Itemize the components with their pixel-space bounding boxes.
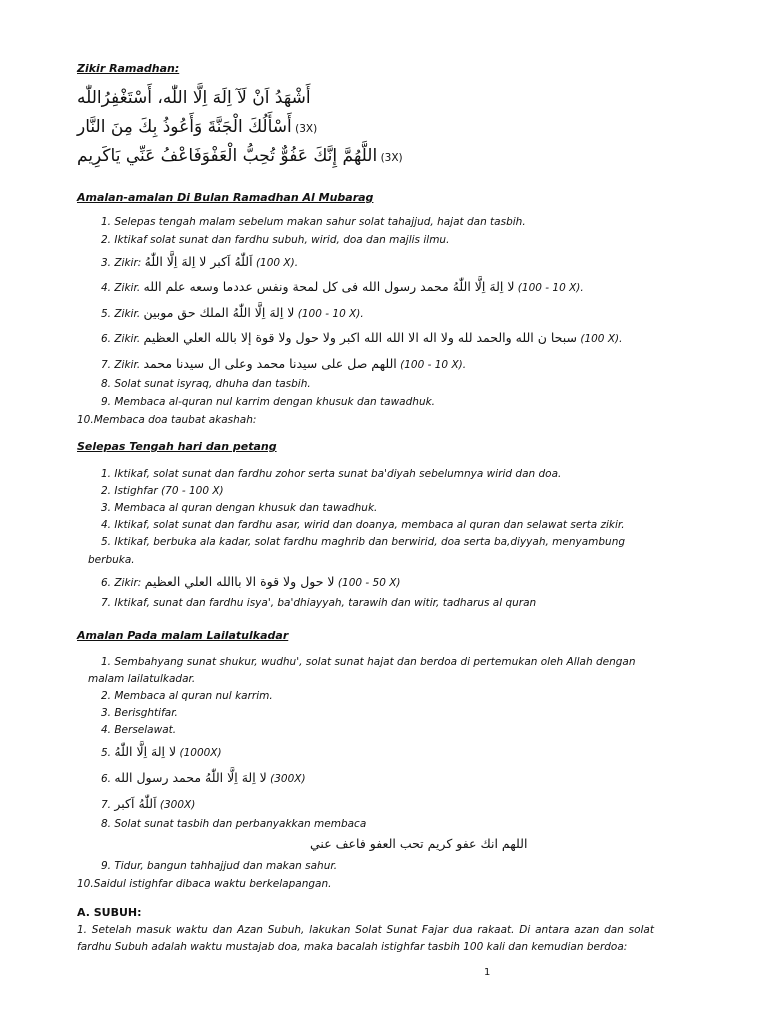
list-item: 9. Membaca al-quran nul karrim dengan khusuk dan tawadhuk. <box>101 396 436 408</box>
zikir-line-2-arabic: أَسْأَلُكَ الْجَنَّةَ وَأَعُوذُ بِكَ مِنَ النَّار <box>77 117 292 137</box>
list-item <box>101 744 222 759</box>
zikir-line-1 <box>77 88 311 108</box>
zikir-arabic: لا حول ولا قوة الا باالله العلي العظيم <box>144 574 335 589</box>
zikir-count: (300X) <box>270 773 306 785</box>
zikir-count: (100 - 10 X). <box>297 308 364 320</box>
list-item-continuation: berbuka. <box>88 554 135 566</box>
list-item: 2. Iktikaf solat sunat dan fardhu subuh, wirid, doa dan majlis ilmu. <box>101 234 450 246</box>
subuh-heading: A. SUBUH: <box>77 906 142 919</box>
list-item <box>101 330 622 345</box>
list-item <box>101 356 466 371</box>
list-item: 1. Selepas tengah malam sebelum makan sahur solat tahajjud, hajat dan tasbih. <box>101 216 526 228</box>
zikir-prefix: 6. Zikir. <box>101 333 141 345</box>
list-item: 10.Saidul istighfar dibaca waktu berkelapangan. <box>77 878 332 890</box>
zikir-arabic: لا اِلهَ اِلَّا اللّٰهُ محمد رسول الله <box>114 770 267 785</box>
zikir-arabic: اَللّٰهُ اَكبر <box>114 796 157 811</box>
selepas-tengah-hari-heading: Selepas Tengah hari dan petang <box>77 440 277 453</box>
zikir-prefix: 6. <box>101 773 112 785</box>
zikir-line-1-arabic: أَشْهَدُ اَنْ لَآ اِلَهَ اِلَّا اللّٰه، أَسْتَغْفِرُاللّٰه <box>77 88 311 108</box>
zikir-arabic: لا اِلهَ اِلَّا اللّٰهُ الملك حق موبين <box>143 305 295 320</box>
zikir-count: (100 - 10 X). <box>517 282 584 294</box>
zikir-count: (100 - 10 X). <box>400 359 467 371</box>
doa-arabic-line <box>310 836 527 851</box>
zikir-prefix: 4. Zikir. <box>101 282 141 294</box>
list-item: 3. Berisghtifar. <box>101 707 178 719</box>
list-item: 3. Membaca al quran dengan khusuk dan tawadhuk. <box>101 502 378 514</box>
list-item <box>101 574 401 589</box>
list-item: 2. Istighfar (70 - 100 X) <box>101 485 224 497</box>
list-item: 1. Sembahyang sunat shukur, wudhu', solat sunat hajat dan berdoa di pertemukan oleh Allah dengan <box>101 656 636 668</box>
doa-arabic: اللهم انك عفو كريم تحب العفو فاعف عني <box>310 836 528 851</box>
list-item: 8. Solat sunat isyraq, dhuha dan tasbih. <box>101 378 311 390</box>
list-item <box>101 796 195 811</box>
zikir-count: (300X) <box>159 799 196 811</box>
zikir-line-3 <box>77 146 403 166</box>
list-item: 9. Tidur, bangun tahhajjud dan makan sahur. <box>101 860 338 872</box>
zikir-count: (1000X) <box>179 747 222 759</box>
list-item: 1. Iktikaf, solat sunat dan fardhu zohor serta sunat ba'diyah sebelumnya wirid dan doa. <box>101 468 562 480</box>
list-item: 4. Berselawat. <box>101 724 177 736</box>
list-item: 2. Membaca al quran nul karrim. <box>101 690 273 702</box>
list-item <box>101 305 364 320</box>
zikir-count: (100 X). <box>580 333 623 345</box>
zikir-count: (100 X). <box>255 257 299 269</box>
list-item <box>101 279 584 294</box>
zikir-line-2-count: (3X) <box>295 123 318 135</box>
list-item <box>101 254 298 269</box>
list-item-continuation: malam lailatulkadar. <box>88 673 196 685</box>
zikir-arabic: سبحا ن الله والحمد لله ولا اله الا الله الله اكبر ولا حول ولا قوة إلا بالله العلي العظيم <box>143 330 577 345</box>
zikir-arabic: لا اِلهَ اِلَّا اللّٰهُ محمد رسول الله فى كل لمحة ونفس عددما وسعه علم الله <box>143 279 515 294</box>
list-item: 7. Iktikaf, sunat dan fardhu isya', ba'dhiayyah, tarawih dan witir, tadharus al quran <box>101 597 537 609</box>
list-item: 8. Solat sunat tasbih dan perbanyakkan membaca <box>101 818 367 830</box>
list-item: 4. Iktikaf, solat sunat dan fardhu asar, wirid dan doanya, membaca al quran dan selawat serta zikir. <box>101 519 625 531</box>
page-number: 1 <box>484 967 491 978</box>
lailatulkadar-heading: Amalan Pada malam Lailatulkadar <box>77 629 289 642</box>
zikir-arabic: لا اِلهَ اِلَّا اللّٰهُ <box>114 744 177 759</box>
list-item: 10.Membaca doa taubat akashah: <box>77 414 257 426</box>
zikir-line-2 <box>77 117 317 137</box>
zikir-prefix: 6. Zikir: <box>101 577 142 589</box>
zikir-count: (100 - 50 X) <box>337 577 401 589</box>
list-item: 5. Iktikaf, berbuka ala kadar, solat fardhu maghrib dan berwirid, doa serta ba,diyyah, menyambung <box>101 536 626 548</box>
zikir-line-3-count: (3X) <box>380 152 403 164</box>
zikir-prefix: 5. Zikir. <box>101 308 141 320</box>
zikir-arabic: اَللّٰهُ اَكبر لا اِلهَ اِلَّا اللّٰهُ <box>144 254 253 269</box>
zikir-prefix: 3. Zikir: <box>101 257 142 269</box>
zikir-arabic: اللهم صل على سيدنا محمد وعلى ال سيدنا محمد <box>143 356 397 371</box>
zikir-line-3-arabic: اللَّهُمَّ إِنَّكَ عَفُوٌّ تُحِبُّ الْعَفْوَفَاعْفُ عَنِّي يَاكَرِيم <box>77 146 378 166</box>
zikir-prefix: 5. <box>101 747 112 759</box>
zikir-prefix: 7. Zikir. <box>101 359 141 371</box>
zikir-ramadhan-heading: Zikir Ramadhan: <box>77 62 180 75</box>
list-item <box>101 770 306 785</box>
zikir-prefix: 7. <box>101 799 112 811</box>
amalan-ramadhan-heading: Amalan-amalan Di Bulan Ramadhan Al Mubarag <box>77 191 374 204</box>
subuh-paragraph: 1. Setelah masuk waktu dan Azan Subuh, lakukan Solat Sunat Fajar dua rakaat. Di antara azan dan solat fardhu Subuh adalah waktu mustajab doa, maka bacalah istighfar tasbih 100 kali dan kemudian berdoa: <box>77 924 654 953</box>
